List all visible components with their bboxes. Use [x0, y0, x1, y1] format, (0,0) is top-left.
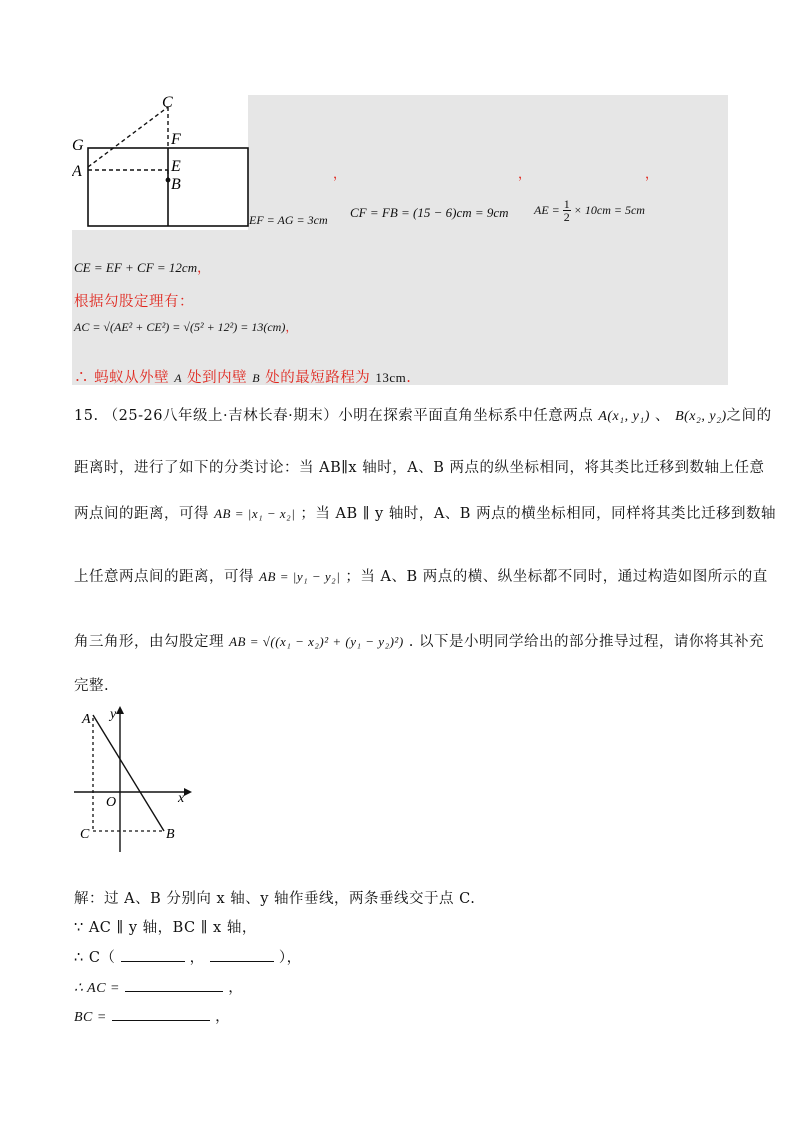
conclusion-prefix: ∴ 蚂蚁从外壁 [74, 370, 170, 386]
problem-source: （25-26八年级上·吉林长春·期末） [103, 408, 339, 424]
line4-suffix: ， [228, 980, 244, 996]
comma-1: ， [333, 167, 347, 182]
point-b-coord: B(x₂, y₂) [675, 409, 727, 424]
line3-prefix: ∴ C（ [74, 950, 116, 966]
label-c: C [162, 95, 173, 111]
blank-c-y[interactable] [210, 961, 274, 962]
blank-bc[interactable] [112, 1020, 210, 1021]
line5-a: 角三角形，由勾股定理 [74, 634, 224, 650]
answer-line5 [74, 1005, 230, 1026]
eq-ac-text: AC = √(AE² + CE²) = √(5² + 12²) = 13(cm) [74, 320, 286, 334]
eq-ae-fraction [563, 198, 571, 223]
point-sep: 、 [654, 408, 670, 424]
line1-end: 之间的 [726, 408, 772, 424]
answer-line4 [74, 976, 243, 997]
comma-4: ， [197, 260, 211, 275]
line5-prefix: BC = [74, 1010, 107, 1025]
formula-ab-x: AB = |x₁ − x₂| [214, 506, 296, 521]
graph-label-y: y [110, 707, 117, 722]
answer-line3 [74, 946, 302, 967]
y-axis-arrow [116, 706, 124, 714]
line3-b: ；当 AB ∥ y 轴时，A、B 两点的横坐标相同，同样将其类比迁移到数轴 [300, 506, 777, 522]
blank-ac[interactable] [125, 991, 223, 992]
problem15-line3 [74, 502, 776, 523]
conclusion-value: 13cm [375, 370, 407, 385]
problem15-line1 [74, 404, 772, 425]
point-a-coord: A(x₁, y₁) [598, 409, 650, 424]
line3-sep: ， [189, 950, 205, 966]
graph-label-o: O [106, 795, 117, 810]
problem-number: 15. [74, 408, 99, 424]
graph-label-b: B [166, 827, 175, 842]
line4-a: 上任意两点间的距离，可得 [74, 569, 254, 585]
conclusion-b: B [252, 371, 261, 385]
problem15-line5 [74, 630, 764, 651]
label-e: E [171, 158, 181, 175]
graph-label-c: C [80, 827, 90, 842]
eq-ae-frac-den: 2 [563, 210, 570, 224]
label-a: A [72, 163, 82, 180]
conclusion [74, 366, 411, 387]
comma-2: ， [518, 167, 532, 182]
label-b: B [171, 176, 181, 193]
formula-distance: AB = √((x₁ − x₂)² + (y₁ − y₂)²) [229, 634, 404, 649]
answer-line2: ∵ AC ∥ y 轴，BC ∥ x 轴， [74, 920, 257, 936]
conclusion-mid: 处到内壁 [187, 370, 248, 386]
line5-suffix: ， [215, 1009, 231, 1025]
eq-ae-prefix: AE = [534, 203, 560, 217]
problem15-line2: 距离时，进行了如下的分类讨论：当 AB∥x 轴时，A、B 两点的纵坐标相同，将其类比迁移到数轴上任意 [74, 460, 765, 476]
eq-ce-text: CE = EF + CF = 12cm [74, 260, 198, 275]
line4-b: ；当 A、B 两点的横、纵坐标都不同时，通过构造如图所示的直 [345, 569, 768, 585]
conclusion-end: 处的最短路程为 [265, 370, 371, 386]
problem15-line6: 完整. [74, 678, 110, 694]
eq-ac [74, 318, 297, 335]
line4-prefix: ∴ AC = [74, 981, 120, 996]
blank-c-x[interactable] [121, 961, 185, 962]
answer-line1: 解：过 A、B 分别向 x 轴、y 轴作垂线，两条垂线交于点 C. [74, 891, 476, 907]
label-g: G [72, 137, 84, 154]
eq-ae-suffix: × 10cm = 5cm [573, 203, 645, 217]
eq-ae-frac-num: 1 [563, 197, 570, 211]
line5-b: . 以下是小明同学给出的部分推导过程，请你将其补充 [408, 634, 764, 650]
line3-suffix: ）， [278, 950, 302, 966]
eq-ef-ag: EF = AG = 3cm [249, 213, 328, 227]
coordinate-graph [72, 700, 202, 855]
line3-a: 两点间的距离，可得 [74, 506, 209, 522]
line1-text: 小明在探索平面直角坐标系中任意两点 [338, 408, 594, 424]
label-f: F [171, 131, 181, 148]
eq-ae [534, 198, 645, 223]
eq-ce [74, 257, 210, 276]
figure-dash-ac [88, 107, 168, 167]
eq-cf: CF = FB = (15 − 6)cm = 9cm [350, 205, 509, 220]
pythagoras-intro: 根据勾股定理有： [74, 294, 194, 310]
graph-label-x: x [178, 791, 185, 806]
problem15-line4 [74, 565, 768, 586]
graph-label-a: A [82, 712, 91, 727]
conclusion-a: A [174, 371, 183, 385]
comma-3: ， [645, 167, 659, 182]
comma-5: ， [285, 320, 298, 334]
unfolded-cylinder-figure [72, 95, 252, 230]
segment-ab [93, 715, 164, 831]
point-b-dot [166, 178, 171, 183]
x-axis-arrow [184, 788, 192, 796]
formula-ab-y: AB = |y₁ − y₂| [259, 569, 341, 584]
conclusion-period: . [406, 370, 412, 386]
